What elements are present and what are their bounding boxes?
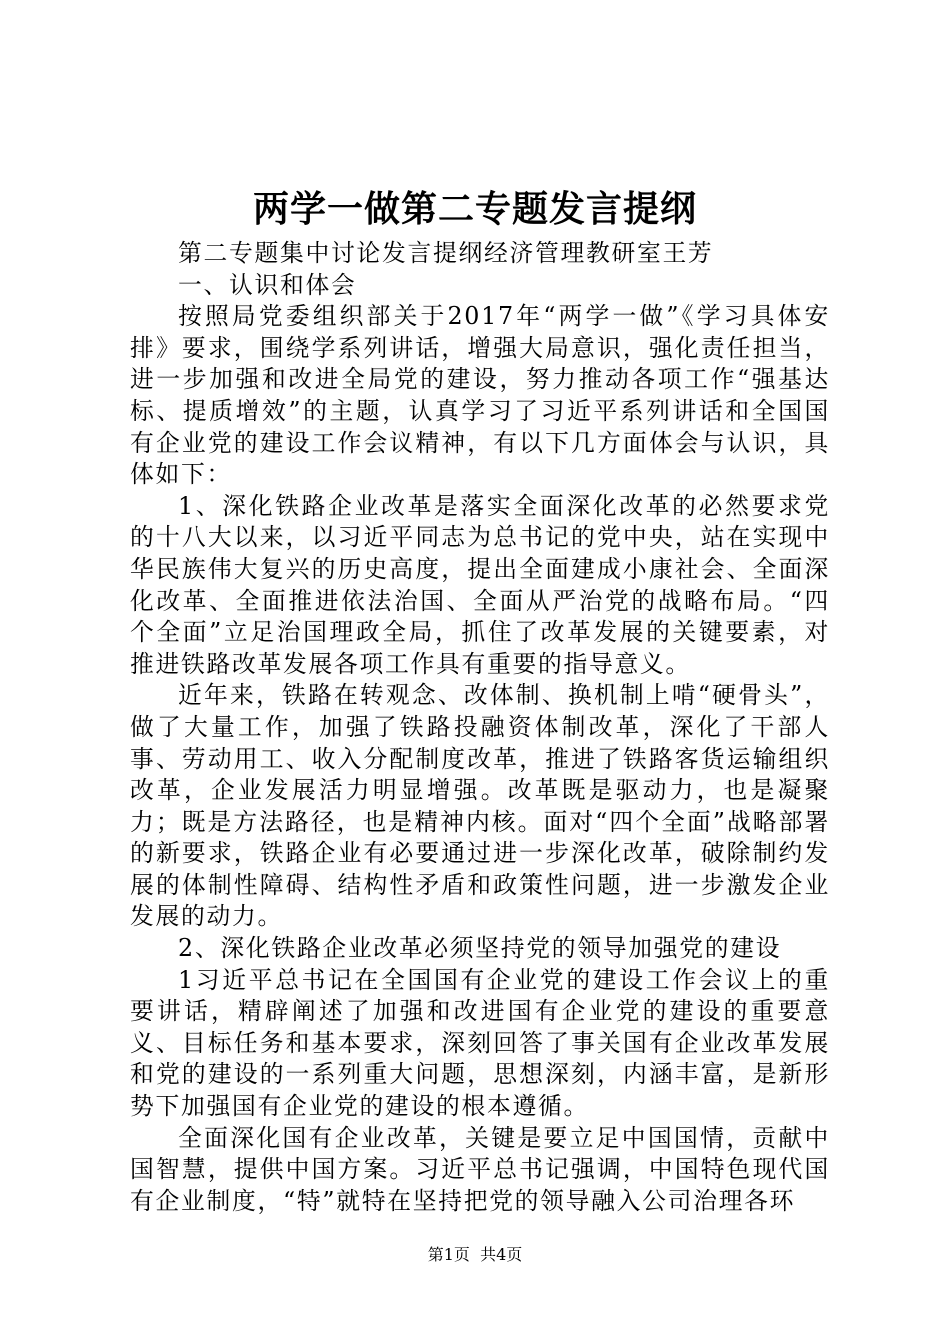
paragraph-subtitle: 第二专题集中讨论发言提纲经济管理教研室王芳 bbox=[178, 239, 714, 267]
paragraph: 近年来，铁路在转观念、改体制、换机制上啃“硬骨头”，做了大量工作，加强了铁路投融资体制改革，深化了干部人事、劳动用工、收入分配制度改革，推进了铁路客货运输组织改革，企业发展活力明显增强。改革既是驱动力，也是凝聚力；既是方法路径，也是精神内核。面对“四个全面”战略部署的新要求，铁路企业有必要通过进一步深化改革，破除制约发展的体制性障碍、结构性矛盾和政策性问题，进一步激发企业发展的动力。 bbox=[130, 681, 830, 931]
page-footer: 第1页 共4页 bbox=[427, 1245, 523, 1264]
paragraph-subheading: 2、深化铁路企业改革必须坚持党的领导加强党的建设 bbox=[178, 934, 782, 963]
paragraph: 1、深化铁路企业改革是落实全面深化改革的必然要求党的十八大以来，以习近平同志为总书记的党中央，站在实现中华民族伟大复兴的历史高度，提出全面建成小康社会、全面深化改革、全面推进依法治国、全面从严治党的战略布局。“四个全面”立足治国理政全局，抓住了改革发展的关键要素，对推进铁路改革发展各项工作具有重要的指导意义。 bbox=[130, 491, 830, 678]
document-title: 两学一做第二专题发言提纲 bbox=[252, 189, 697, 230]
document-body bbox=[130, 238, 830, 1217]
paragraph: 全面深化国有企业改革，关键是要立足中国国情，贡献中国智慧，提供中国方案。习近平总书记强调，中国特色现代国有企业制度，“特”就特在坚持把党的领导融入公司治理各环 bbox=[130, 1123, 830, 1215]
paragraph: 1习近平总书记在全国国有企业党的建设工作会议上的重要讲话，精辟阐述了加强和改进国有企业党的建设的重要意义、目标任务和基本要求，深刻回答了事关国有企业改革发展和党的建设的一系列重大问题，思想深刻，内涵丰富，是新形势下加强国有企业党的建设的根本遵循。 bbox=[130, 965, 830, 1121]
paragraph: 按照局党委组织部关于2017年“两学一做”《学习具体安排》要求，围绕学系列讲话，增强大局意识，强化责任担当，进一步加强和改进全局党的建设，努力推动各项工作“强基达标、提质增效”的主题，认真学习了习近平系列讲话和全国国有企业党的建设工作会议精神，有以下几方面体会与认识，具体如下： bbox=[130, 302, 830, 489]
paragraph-section-heading: 一、认识和体会 bbox=[178, 270, 357, 299]
